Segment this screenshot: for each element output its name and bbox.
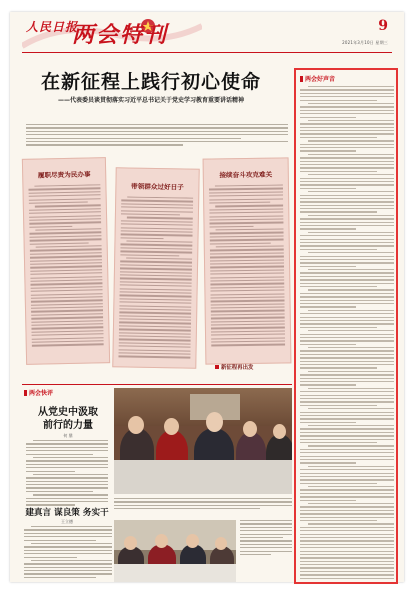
panel-3-title: 接续奋斗攻克难关 [219,170,273,180]
person-head [206,412,223,432]
panel-1 [22,157,110,365]
header-rule [22,52,392,53]
main-headline: 在新征程上践行初心使命 [40,71,261,93]
photo-table [114,564,236,582]
person-head [124,536,137,550]
panel-2-title: 带领群众过好日子 [130,182,184,192]
masthead [10,12,404,58]
square-icon [215,365,219,369]
article-2-byline: 王立德 [61,519,73,524]
intro-text-block [26,124,288,148]
panel-3 [203,157,292,364]
bar-icon [24,390,27,396]
photo-caption [114,498,292,516]
right-column-text [300,86,394,580]
delegates-photo [114,520,236,582]
feature-panels [22,152,292,372]
person-head [273,424,286,439]
person-head [186,534,199,548]
date-line: 2021年3月10日 星期三 [342,40,388,45]
right-column-title-text: 两会好声音 [305,76,336,83]
bar-icon [300,76,303,82]
article-1-text [26,440,108,508]
right-column [294,68,398,584]
right-column-title [300,74,335,83]
photo-table [114,460,292,494]
article-1-title-line-2: 前行的力量 [43,420,93,431]
person-head [243,421,257,437]
article-2-text [24,526,112,582]
panel-1-text [28,184,104,355]
article-1-title [30,406,106,432]
article-2-title: 建真言 谋良策 务实干 [25,508,109,518]
page-number: 9 [378,18,388,34]
photo-side-caption [240,520,292,582]
panel-2 [112,167,199,368]
article-1-byline: 何 鼎 [63,433,73,438]
section-rule [22,384,292,385]
panel-1-title: 履职尽责为民办事 [37,170,91,180]
person-head [215,537,227,550]
newspaper-page [10,12,404,582]
person-head [128,416,144,434]
footer-note-text: 新征程再出发 [221,365,254,371]
panel-3-text [209,184,285,355]
article-1-title-line-1: 从党史中汲取 [38,407,98,418]
panel-2-text [118,196,193,361]
footer-note [215,363,253,371]
person-head [155,534,168,548]
section-logo: 两会特刊 [72,22,169,48]
bottom-section-title [24,388,53,397]
paper-name: 人民日报 [26,20,79,34]
bottom-section-title-text: 两会快评 [29,390,54,397]
sub-headline: ——代表委员谈贯彻落实习近平总书记关于党史学习教育重要讲话精神 [57,97,244,104]
person-head [164,418,179,435]
meeting-photo [114,388,292,494]
